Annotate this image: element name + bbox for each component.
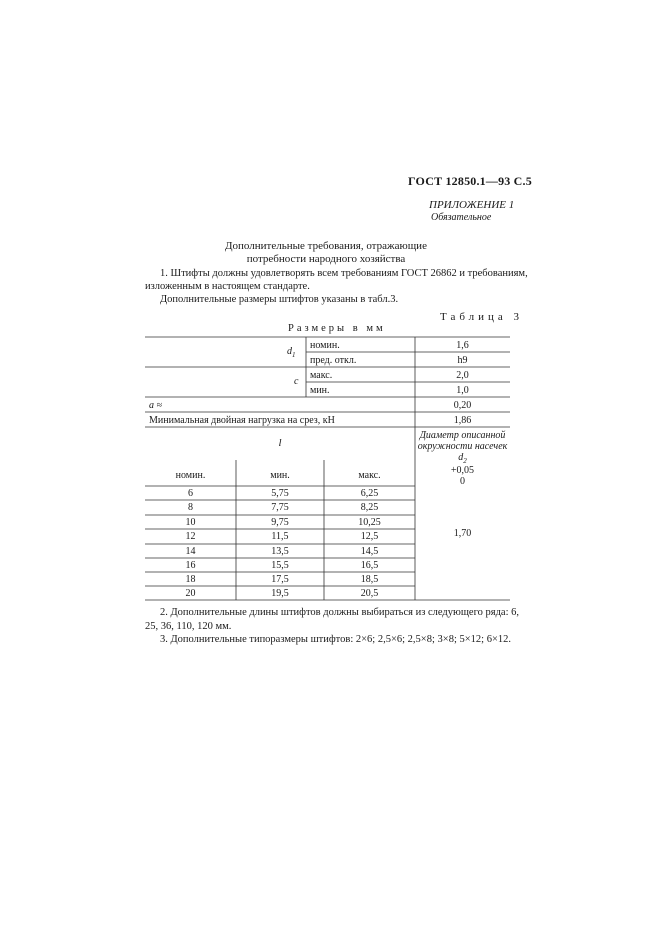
cell-nom: 20 xyxy=(185,588,196,599)
paragraph-3-line2: 25, 36, 110, 120 мм. xyxy=(145,621,232,632)
section-title-line2: потребности народного хозяйства xyxy=(246,253,406,265)
d1-symbol: $d_1$ xyxy=(287,346,296,359)
cell-min: 7,75 xyxy=(271,502,289,513)
c-symbol: c xyxy=(294,376,299,387)
d1-tol-label: пред. откл. xyxy=(310,355,357,366)
cell-min: 15,5 xyxy=(271,560,289,571)
cell-min: 9,75 xyxy=(271,517,289,528)
col-nom-header: номин. xyxy=(175,470,206,481)
d1-nom-label: номин. xyxy=(310,340,340,351)
cell-max: 8,25 xyxy=(360,502,379,513)
diam-tol-lower: 0 xyxy=(460,476,465,487)
cell-max: 6,25 xyxy=(360,488,379,499)
l-symbol: l xyxy=(278,437,282,449)
diam-value: 1,70 xyxy=(453,528,472,539)
col-max-header: макс. xyxy=(358,470,381,481)
cell-nom: 18 xyxy=(185,574,196,585)
paragraph-1-line2: изложенным в настоящем стандарте. xyxy=(145,281,310,292)
document-code: ГОСТ 12850.1—93 С.5 xyxy=(408,174,532,188)
load-label: Минимальная двойная нагрузка на срез, кН xyxy=(149,415,335,426)
paragraph-1-line1: 1. Штифты должны удовлетворять всем требованиям ГОСТ 26862 и требованиям, xyxy=(160,268,528,279)
c-min-value: 1,0 xyxy=(456,385,469,396)
cell-nom: 6 xyxy=(188,488,193,499)
paragraph-4: 3. Дополнительные типоразмеры штифтов: 2×6; 2,5×6; 2,5×8; 3×8; 5×12; 6×12. xyxy=(160,634,511,645)
cell-min: 5,75 xyxy=(271,488,289,499)
appendix-type: Обязательное xyxy=(431,212,492,223)
cell-max: 16,5 xyxy=(360,560,379,571)
cell-nom: 8 xyxy=(188,502,193,513)
cell-nom: 10 xyxy=(185,517,196,528)
load-value: 1,86 xyxy=(453,415,472,426)
diam-symbol: $d_2$ xyxy=(458,452,467,465)
cell-nom: 16 xyxy=(185,560,196,571)
a-label: a ≈ xyxy=(149,400,162,411)
section-title-line1: Дополнительные требования, отражающие xyxy=(225,240,427,252)
diam-header-line2: окружности насечек xyxy=(417,441,508,452)
c-max-value: 2,0 xyxy=(456,370,469,381)
cell-nom: 14 xyxy=(185,546,196,557)
cell-min: 19,5 xyxy=(271,588,289,599)
cell-max: 18,5 xyxy=(360,574,379,585)
d1-nom-value: 1,6 xyxy=(456,340,469,351)
paragraph-2: Дополнительные размеры штифтов указаны в табл.3. xyxy=(160,294,399,305)
cell-max: 10,25 xyxy=(358,517,381,528)
cell-min: 13,5 xyxy=(271,546,289,557)
d1-tol-value: h9 xyxy=(457,355,468,366)
diam-header-line1: Диаметр описанной xyxy=(419,430,506,441)
cell-nom: 12 xyxy=(185,531,196,542)
appendix-title: ПРИЛОЖЕНИЕ 1 xyxy=(429,199,515,211)
table-units: Размеры в мм xyxy=(288,323,386,334)
cell-min: 11,5 xyxy=(271,531,289,542)
cell-max: 14,5 xyxy=(360,546,379,557)
cell-max: 20,5 xyxy=(360,588,379,599)
table-label: Таблица 3 xyxy=(440,311,524,323)
c-min-label: мин. xyxy=(310,385,330,396)
col-min-header: мин. xyxy=(270,470,290,481)
cell-min: 17,5 xyxy=(271,574,289,585)
c-max-label: макс. xyxy=(310,370,333,381)
a-value: 0,20 xyxy=(453,400,472,411)
diam-tol-upper: +0,05 xyxy=(450,465,475,476)
cell-max: 12,5 xyxy=(360,531,379,542)
paragraph-3-line1: 2. Дополнительные длины штифтов должны выбираться из следующего ряда: 6, xyxy=(160,607,520,618)
